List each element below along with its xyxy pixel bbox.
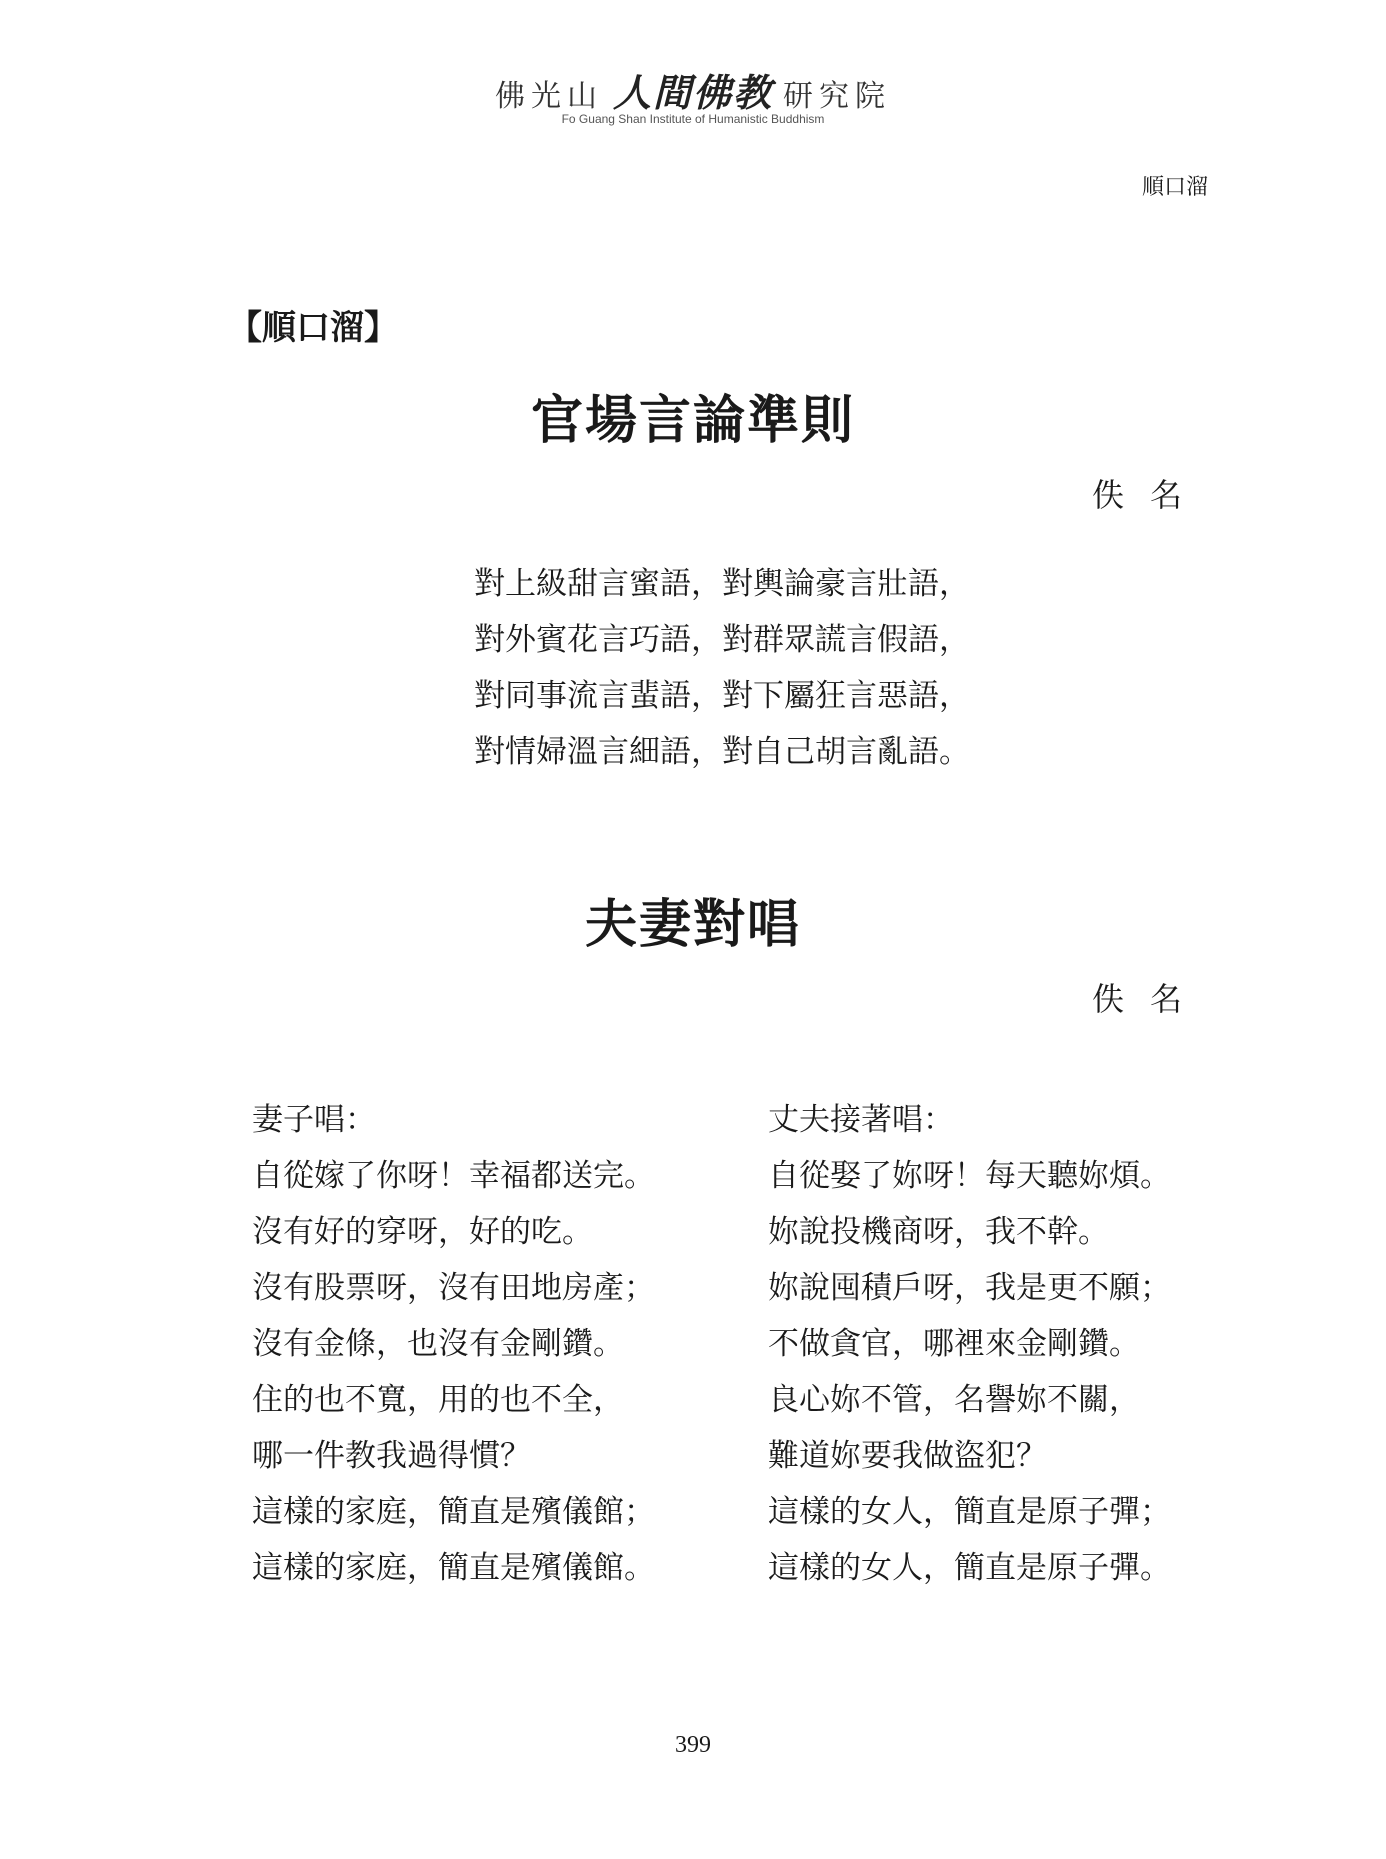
poem-1-body <box>474 556 970 780</box>
poem-line: 難道妳要我做盜犯？ <box>768 1438 1047 1474</box>
poem-line: 住的也不寬，用的也不全， <box>252 1382 624 1418</box>
husband-verse-column <box>768 1092 1171 1596</box>
poem-line: 沒有金條，也沒有金剛鑽。 <box>252 1326 624 1362</box>
poem-title-1: 官場言論準則 <box>530 390 855 451</box>
section-tag: 【順口溜】 <box>228 308 398 348</box>
husband-verse-heading: 丈夫接著唱： <box>768 1102 954 1138</box>
poem-line: 妳說囤積戶呀，我是更不願； <box>768 1270 1171 1306</box>
poem-line: 對情婦溫言細語，對自己胡言亂語。 <box>474 734 970 770</box>
poem-line: 良心妳不管，名譽妳不關， <box>768 1382 1140 1418</box>
logo-english-name: Fo Guang Shan Institute of Humanistic Buddhism <box>561 112 825 126</box>
poem-line: 對同事流言蜚語，對下屬狂言惡語， <box>474 678 970 714</box>
poem-line: 不做貪官，哪裡來金剛鑽。 <box>768 1326 1140 1362</box>
poem-line: 自從娶了妳呀！每天聽妳煩。 <box>768 1158 1171 1194</box>
page-number: 399 <box>675 1732 711 1758</box>
poem-line: 這樣的家庭，簡直是殯儀館； <box>252 1494 655 1530</box>
poem-line: 這樣的女人，簡直是原子彈。 <box>768 1550 1171 1586</box>
logo-text-left: 佛光山 <box>494 79 603 114</box>
poem-line: 對外賓花言巧語，對群眾謊言假語， <box>474 622 970 658</box>
poem-line: 妳說投機商呀，我不幹。 <box>768 1214 1109 1250</box>
poem-line: 對上級甜言蜜語，對輿論豪言壯語， <box>474 566 970 602</box>
poem-line: 這樣的家庭，簡直是殯儀館。 <box>252 1550 655 1586</box>
wife-verse-column <box>252 1092 655 1596</box>
poem-line: 哪一件教我過得慣？ <box>252 1438 531 1474</box>
poem-line: 這樣的女人，簡直是原子彈； <box>768 1494 1171 1530</box>
institute-logo <box>0 62 1386 117</box>
poem-title-2: 夫妻對唱 <box>584 894 801 955</box>
wife-verse-heading: 妻子唱： <box>252 1102 376 1138</box>
logo-text-right: 研究院 <box>783 79 891 114</box>
poem-line: 沒有好的穿呀，好的吃。 <box>252 1214 593 1250</box>
poem-author-2: 佚名 <box>1091 980 1208 1018</box>
poem-line: 自從嫁了你呀！幸福都送完。 <box>252 1158 655 1194</box>
poem-author-1: 佚名 <box>1091 476 1208 514</box>
poem-line: 沒有股票呀，沒有田地房產； <box>252 1270 655 1306</box>
logo-brand-calligraphy: 人間佛教 <box>612 70 773 115</box>
running-head: 順口溜 <box>1141 175 1208 200</box>
